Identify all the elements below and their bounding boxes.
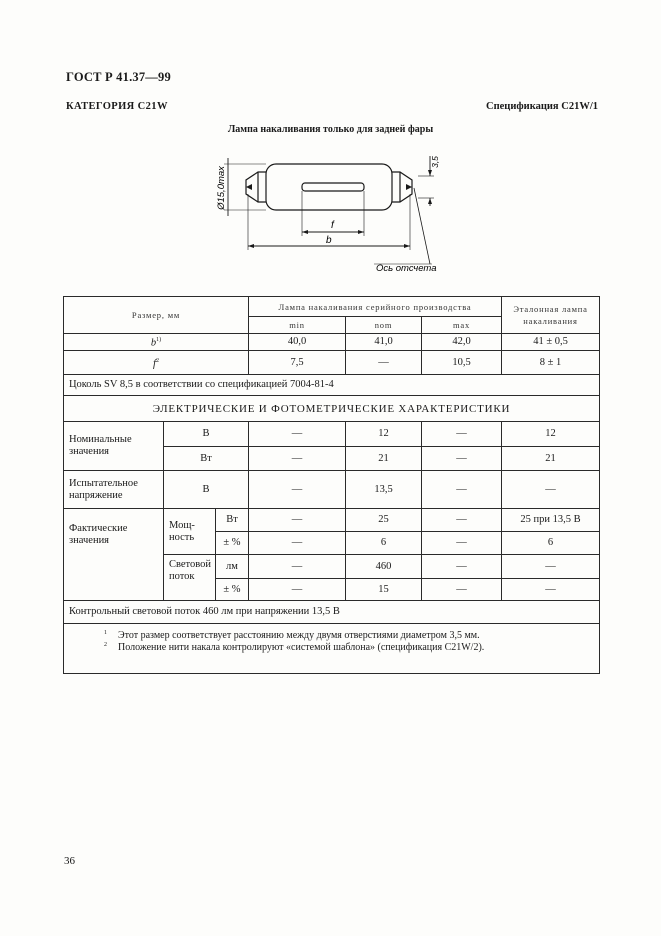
- cell-value: 460: [346, 555, 422, 579]
- dimension-f-note: 2: [155, 357, 159, 364]
- series-header: Лампа накаливания серийного производства: [249, 297, 502, 317]
- cell-value: 6: [502, 532, 600, 555]
- category-label: КАТЕГОРИЯ C21W: [66, 101, 168, 112]
- footnote-text: Этот размер соответствует расстоянию между двумя отверстиями диаметром 3,5 мм.: [118, 630, 480, 641]
- lamp-drawing: [200, 148, 460, 276]
- cell-value: 42,0: [422, 334, 502, 351]
- cell-value: 12: [346, 422, 422, 447]
- section-title: ЭЛЕКТРИЧЕСКИЕ И ФОТОМЕТРИЧЕСКИЕ ХАРАКТЕРИСТИКИ: [64, 396, 600, 422]
- cell-value: 25 при 13,5 В: [502, 509, 600, 532]
- cell-value: —: [422, 579, 502, 601]
- power-label: Мощ- ность: [164, 509, 216, 555]
- cell-value: 21: [502, 447, 600, 471]
- unit-cell: В: [164, 471, 249, 509]
- footnote-text: Положение нити накала контролируют «системой шаблона» (спецификация C21W/2).: [118, 642, 485, 653]
- table-row: [64, 334, 600, 351]
- cell-value: 15: [346, 579, 422, 601]
- unit-cell: Вт: [164, 447, 249, 471]
- unit-cell: В: [164, 422, 249, 447]
- cell-value: 7,5: [249, 351, 346, 375]
- cell-value: 21: [346, 447, 422, 471]
- cell-value: 12: [502, 422, 600, 447]
- cell-value: —: [502, 555, 600, 579]
- footnote-2: [104, 642, 589, 654]
- test-voltage-label: Испытательное напряжение: [64, 471, 164, 509]
- cell-value: 25: [346, 509, 422, 532]
- dimension-f-label: [64, 351, 249, 375]
- col-min: min: [249, 317, 346, 334]
- cell-value: —: [249, 422, 346, 447]
- dimension-header: Размер, мм: [64, 297, 249, 334]
- specification-label: Спецификация C21W/1: [485, 101, 598, 112]
- footnote-mark: 1: [104, 630, 107, 636]
- cell-value: —: [422, 555, 502, 579]
- specification-table: [63, 296, 600, 674]
- cell-value: 41 ± 0,5: [502, 334, 600, 351]
- cell-value: 40,0: [249, 334, 346, 351]
- table-row: [64, 471, 600, 509]
- dimension-b-symbol: b: [150, 337, 157, 349]
- reference-axis-label: Ось отсчета: [376, 263, 437, 274]
- f-dimension-label: f: [331, 220, 334, 231]
- cell-value: —: [249, 447, 346, 471]
- drawing-caption: Лампа накаливания только для задней фары: [227, 124, 434, 135]
- footnote-mark: 2: [104, 642, 107, 648]
- table-row: [64, 509, 600, 532]
- cell-value: —: [346, 351, 422, 375]
- tip-height-label: 3,5: [430, 156, 440, 168]
- diameter-label: Ø15,0max: [216, 166, 227, 210]
- base-note: Цоколь SV 8,5 в соответствии со спецификацией 7004-81-4: [64, 375, 600, 396]
- cell-value: —: [422, 509, 502, 532]
- cell-value: —: [422, 532, 502, 555]
- footnote-1: [104, 630, 589, 642]
- cell-value: —: [422, 471, 502, 509]
- actual-label: Фактические значения: [64, 509, 164, 601]
- cell-value: 8 ± 1: [502, 351, 600, 375]
- cell-value: 6: [346, 532, 422, 555]
- dimension-f-symbol: f: [153, 358, 156, 370]
- cell-value: —: [422, 422, 502, 447]
- table-row: [64, 422, 600, 447]
- col-nom: nom: [346, 317, 422, 334]
- cell-value: —: [249, 555, 346, 579]
- dimension-b-label: [64, 334, 249, 351]
- cell-value: 13,5: [346, 471, 422, 509]
- cell-value: —: [502, 471, 600, 509]
- flux-label: Световой поток: [164, 555, 216, 601]
- table-row: [64, 351, 600, 375]
- reference-header: Эталонная лампа накаливания: [502, 297, 600, 334]
- cell-value: —: [502, 579, 600, 601]
- unit-cell: ± %: [216, 532, 249, 555]
- page-number: 36: [64, 855, 75, 867]
- dimension-b-note: 1): [156, 337, 162, 344]
- standard-title: ГОСТ Р 41.37—99: [66, 70, 171, 84]
- cell-value: —: [249, 579, 346, 601]
- cell-value: —: [249, 532, 346, 555]
- cell-value: 10,5: [422, 351, 502, 375]
- footnotes: [64, 624, 600, 674]
- unit-cell: лм: [216, 555, 249, 579]
- unit-cell: Вт: [216, 509, 249, 532]
- col-max: max: [422, 317, 502, 334]
- unit-cell: ± %: [216, 579, 249, 601]
- cell-value: —: [249, 471, 346, 509]
- cell-value: 41,0: [346, 334, 422, 351]
- cell-value: —: [422, 447, 502, 471]
- b-dimension-label: b: [326, 235, 332, 246]
- control-note: Контрольный световой поток 460 лм при напряжении 13,5 В: [64, 601, 600, 624]
- cell-value: —: [249, 509, 346, 532]
- nominal-label: Номинальные значения: [64, 422, 164, 471]
